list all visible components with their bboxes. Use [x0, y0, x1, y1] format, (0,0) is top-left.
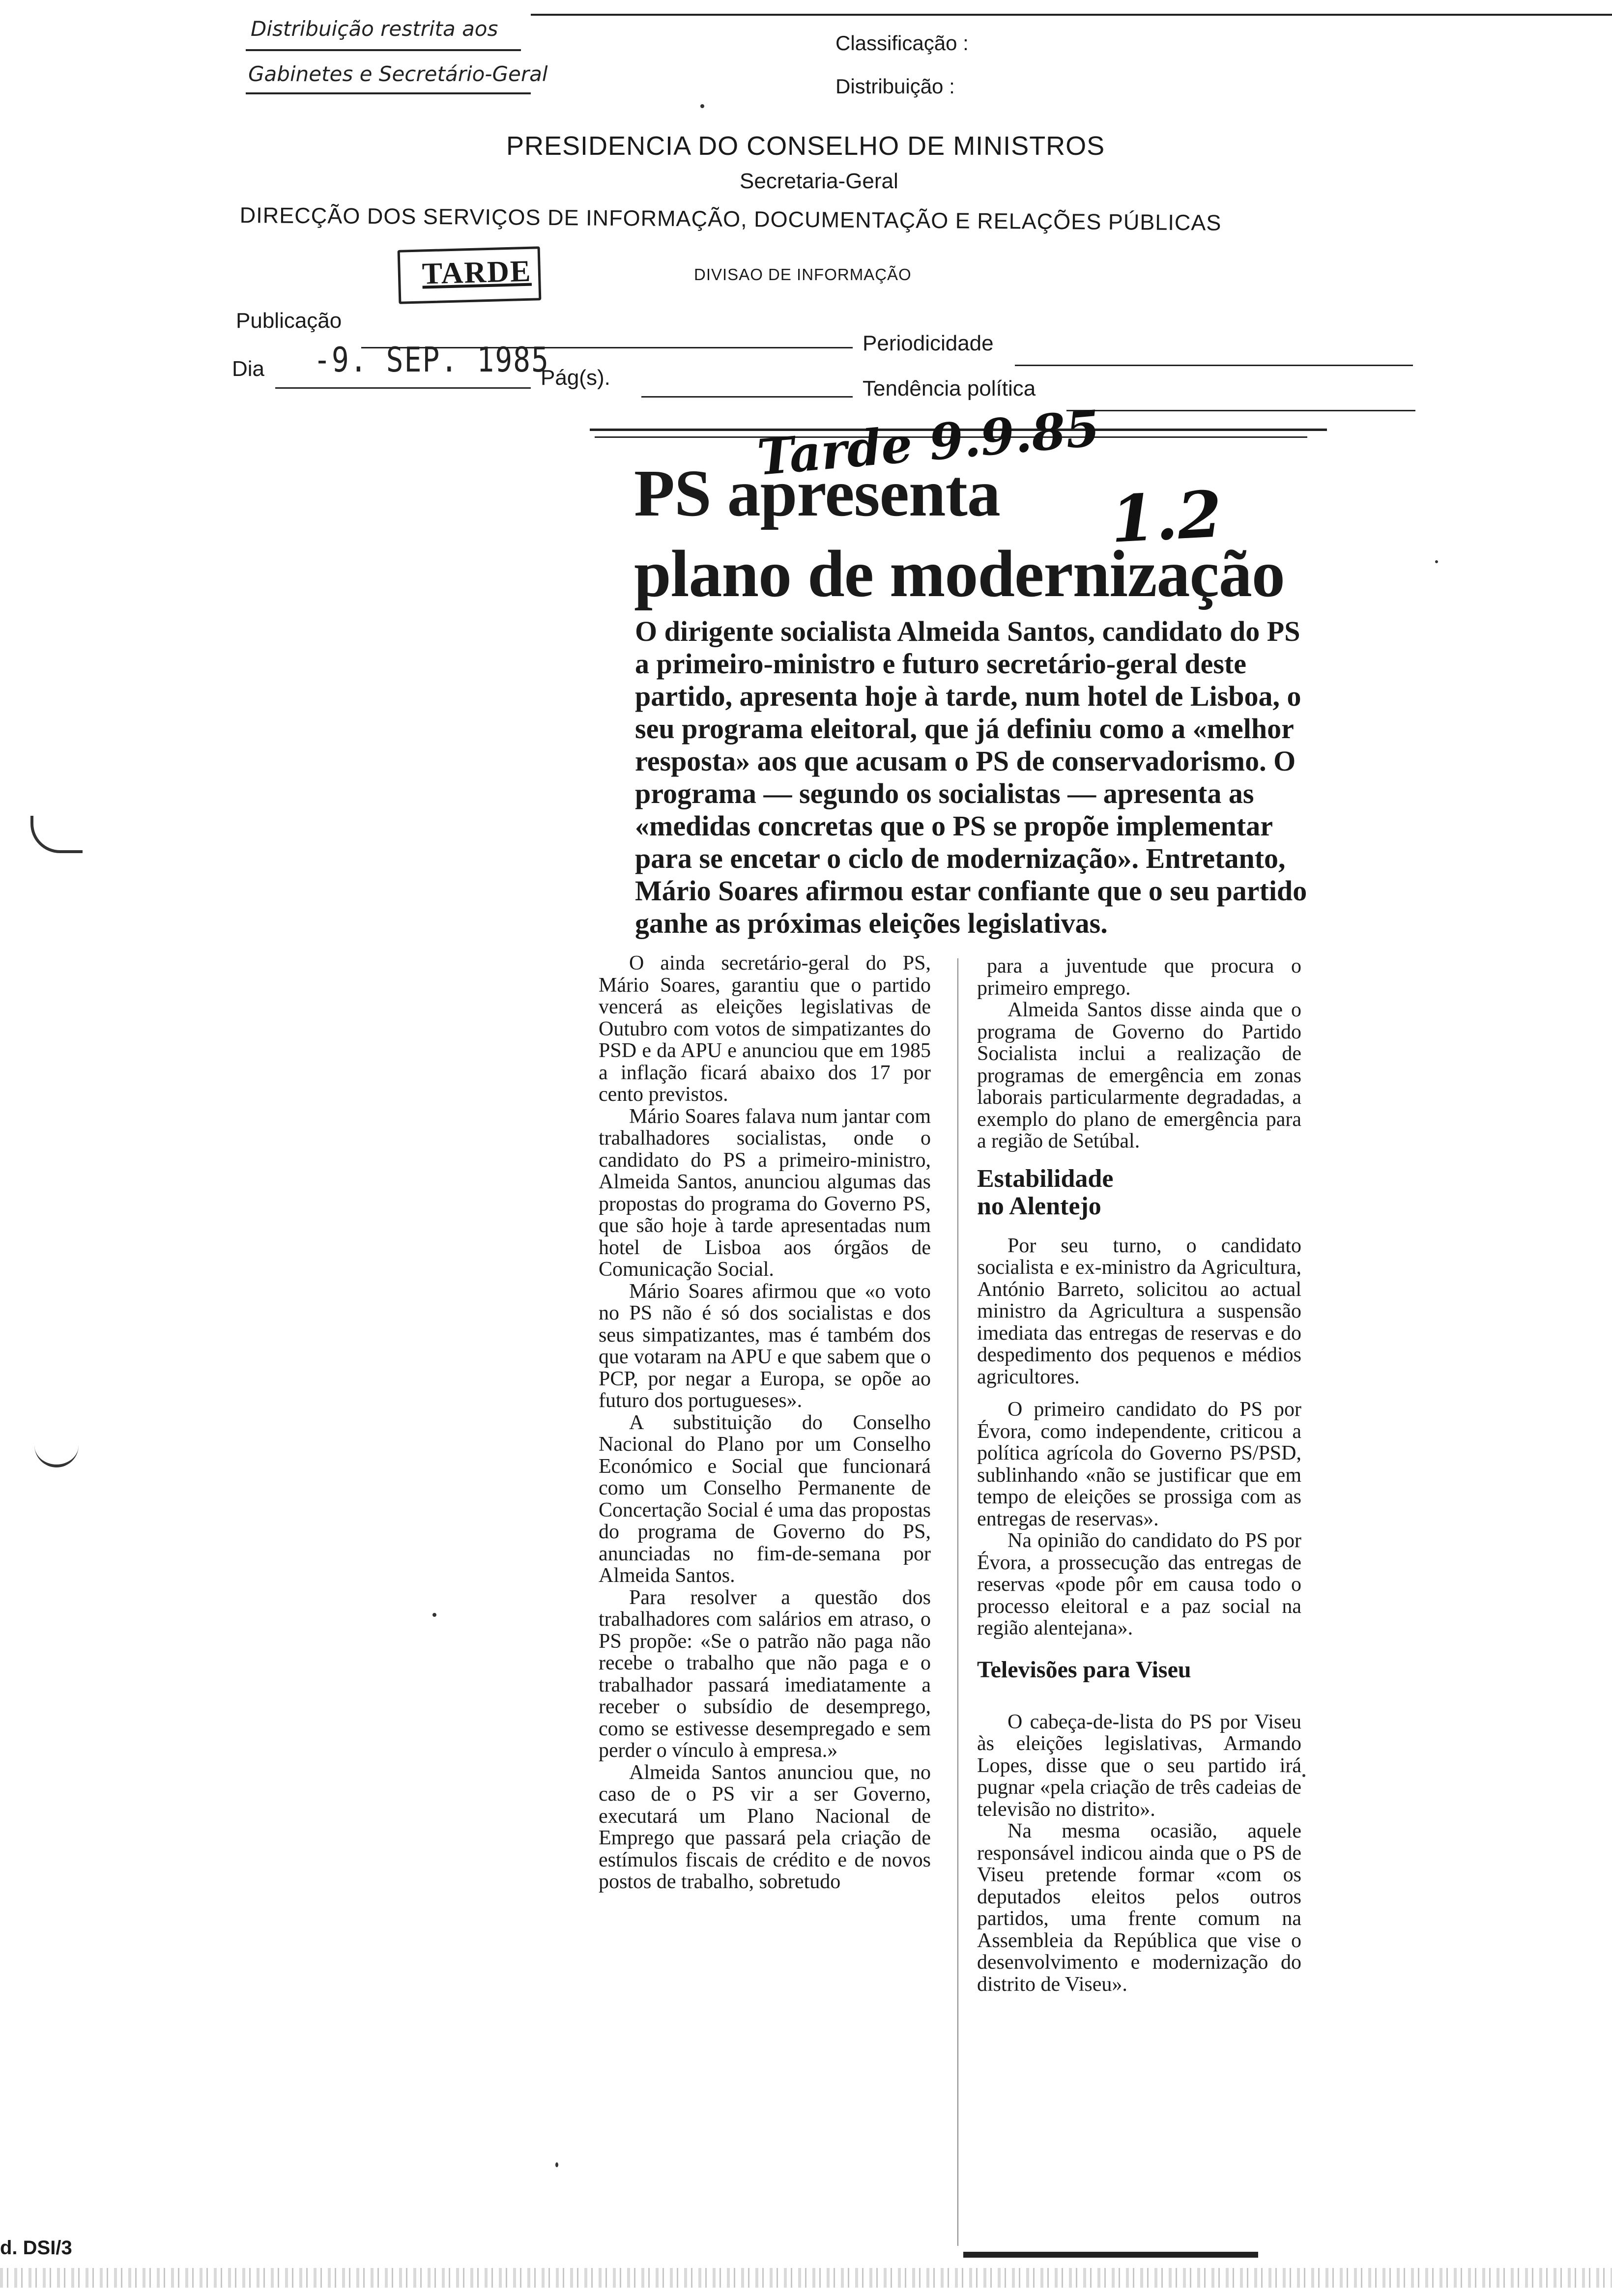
distribution-line2: Gabinetes e Secretário-Geral — [248, 62, 548, 86]
subhead-estabilidade-line2: no Alentejo — [977, 1192, 1101, 1220]
paragraph: para a juventude que procura o primeiro emprego. — [977, 955, 1301, 1000]
scan-dot — [1435, 560, 1438, 563]
publicacao-label: Publicação — [236, 309, 342, 333]
distribution-line1: Distribuição restrita aos — [251, 17, 498, 41]
headline-line1: PS apresenta — [634, 457, 1000, 530]
article-lead: O dirigente socialista Almeida Santos, candidato do PS a primeiro-ministro e futuro secretário-geral deste partido, apresenta hoje à tarde, num hotel de Lisboa, o seu programa eleitoral, que já definiu como a «melhor resposta» aos que acusam o PS de conservadorismo. O programa — segundo os socialistas — apresenta as «medidas concretas que o PS se propõe implementar para se encetar o ciclo de modernização». Entretanto, Mário Soares afirmou estar confiante que o seu partido ganhe as próximas eleições legislativas. — [635, 615, 1307, 939]
paragraph: Mário Soares afirmou que «o voto no PS não é só dos socialistas e dos seus simpatizantes, mas é também dos que votaram na APU e que sabem que o PCP, por negar a Europa, se opõe ao futuro dos portugueses». — [599, 1280, 931, 1412]
secretaria-geral: Secretaria-Geral — [740, 169, 898, 193]
handwritten-date-annotation: Tarde 9.9.85 — [755, 399, 1102, 487]
dia-label: Dia — [232, 357, 265, 381]
paragraph: Na opinião do candidato do PS por Évora, a prossecução das entregas de reservas «pode pôr em causa todo o processo eleitoral e a paz social na região alentejana». — [977, 1529, 1301, 1639]
top-rule — [531, 14, 1612, 16]
distribution-underline1 — [246, 49, 521, 51]
headline-line2: plano de modernização — [634, 537, 1285, 611]
distribution-underline2 — [246, 92, 531, 94]
distribuicao-label: Distribuição : — [835, 75, 955, 98]
scan-dot — [1302, 1774, 1305, 1777]
paragraph: O ainda secretário-geral do PS, Mário Soares, garantiu que o partido vencerá as eleições legislativas de Outubro com votos de simpatizantes do PSD e da APU e anunciou que em 1985 a inflação ficará abaixo dos 17 por cento previstos. — [599, 952, 931, 1106]
paragraph: Almeida Santos disse ainda que o programa de Governo do Partido Socialista inclui a realização de programas de emergência em zonas laborais particularmente degradadas, a exemplo do plano de emergência para a região de Setúbal. — [977, 999, 1301, 1152]
subhead-estabilidade — [977, 1165, 1301, 1220]
scan-dot — [555, 2162, 558, 2167]
tarde-stamp-text: TARDE — [422, 254, 532, 291]
subhead-televisoes: Televisões para Viseu — [977, 1656, 1191, 1683]
tendencia-label: Tendência política — [863, 376, 1036, 401]
paragraph: Mário Soares falava num jantar com trabalhadores socialistas, onde o candidato do PS a primeiro-ministro, Almeida Santos, anunciou algumas das propostas do programa do Governo PS, que são hoje à tarde apresentadas num hotel de Lisboa aos órgãos de Comunicação Social. — [599, 1105, 931, 1281]
article-column-2 — [977, 955, 1301, 1995]
presidency-title: PRESIDENCIA DO CONSELHO DE MINISTROS — [506, 131, 1105, 161]
scan-mark-lower — [34, 1435, 79, 1467]
page-marker: 1.2 — [1109, 476, 1224, 557]
paragraph: Para resolver a questão dos trabalhadores com salários em atraso, o PS propõe: «Se o patrão não paga não recebe o trabalho que não paga e o trabalhador passará imediatamente a receber o subsídio de desemprego, como se estivesse desempregado e sem perder o vínculo à empresa.» — [599, 1586, 931, 1762]
classificacao-label: Classificação : — [835, 31, 969, 55]
clipping-rule-bottom — [963, 2252, 1258, 2258]
paragraph: Na mesma ocasião, aquele responsável indicou ainda que o PS de Viseu pretende formar «com os deputados eleitos pelos outros partidos, uma frente comum na Assembleia da República que vise o desenvolvimento e modernização do distrito de Viseu». — [977, 1820, 1301, 1996]
paragraph: A substituição do Conselho Nacional do Plano por um Conselho Económico e Social que funcionará como um Conselho Permanente de Concertação Social é uma das propostas do programa de Governo do PS, anunciadas no fim-de-semana por Almeida Santos. — [599, 1411, 931, 1587]
paragraph: Por seu turno, o candidato socialista e ex-ministro da Agricultura, António Barreto, solicitou ao actual ministro da Agricultura a suspensão imediata das entregas de reservas e do despedimento dos pequenos e médios agricultores. — [977, 1234, 1301, 1388]
dia-line — [275, 387, 531, 389]
pags-label: Pág(s). — [541, 366, 610, 390]
periodicidade-label: Periodicidade — [863, 331, 994, 355]
form-code: d. DSI/3 — [0, 2237, 72, 2259]
paragraph: Almeida Santos anunciou que, no caso de o PS vir a ser Governo, executará um Plano Nacional de Emprego que passará pela criação de estímulos fiscais de crédito e de novos postos de trabalho, sobretudo — [599, 1761, 931, 1893]
scan-dot — [700, 104, 704, 108]
column-divider — [957, 958, 958, 2246]
pags-line — [641, 396, 853, 398]
scan-mark-upper — [30, 816, 83, 853]
paragraph: O primeiro candidato do PS por Évora, como independente, criticou a política agrícola do Governo PS/PSD, sublinhando «não se justificar que em tempo de eleições se prossiga com as entregas de reservas». — [977, 1398, 1301, 1530]
scan-noise-strip — [0, 2268, 1612, 2288]
direccao-line: DIRECÇÃO DOS SERVIÇOS DE INFORMAÇÃO, DOCUMENTAÇÃO E RELAÇÕES PÚBLICAS — [239, 202, 1222, 235]
article-column-1 — [599, 952, 931, 1893]
paragraph: O cabeça-de-lista do PS por Viseu às eleições legislativas, Armando Lopes, disse que o seu partido irá pugnar «pela criação de três cadeias de televisão no distrito». — [977, 1710, 1301, 1821]
scan-dot — [432, 1613, 436, 1617]
divisao-label: DIVISAO DE INFORMAÇÃO — [694, 265, 912, 284]
tendencia-line — [1066, 410, 1415, 411]
date-stamp: -9. SEP. 1985 — [314, 340, 549, 380]
tarde-stamp — [398, 246, 542, 304]
subhead-estabilidade-line1: Estabilidade — [977, 1164, 1114, 1193]
periodicidade-line — [1015, 365, 1413, 366]
